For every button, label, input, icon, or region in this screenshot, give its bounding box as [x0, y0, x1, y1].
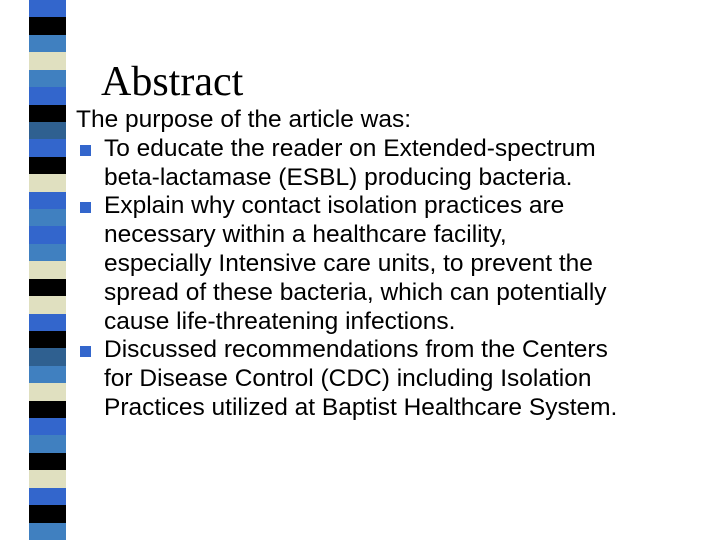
bullet-line: necessary within a healthcare facility,	[104, 221, 507, 249]
bullet-line: To educate the reader on Extended-spectrum	[104, 134, 596, 162]
stripe-segment	[29, 488, 66, 505]
stripe-segment	[29, 70, 66, 87]
bullet-line: cause life-threatening infections.	[104, 307, 456, 335]
stripe-segment	[29, 453, 66, 470]
intro-text: The purpose of the article was:	[76, 106, 412, 133]
stripe-segment	[29, 279, 66, 296]
stripe-segment	[29, 174, 66, 192]
stripe-segment	[29, 105, 66, 122]
stripe-segment	[29, 331, 66, 348]
stripe-segment	[29, 139, 66, 157]
stripe-segment	[29, 418, 66, 435]
bullet-line: spread of these bacteria, which can potentially	[104, 278, 607, 306]
stripe-segment	[29, 383, 66, 401]
stripe-segment	[29, 523, 66, 540]
stripe-segment	[29, 157, 66, 174]
bullet-line: Discussed recommendations from the Centers	[104, 336, 608, 364]
stripe-segment	[29, 505, 66, 523]
stripe-segment	[29, 296, 66, 314]
stripe-segment	[29, 435, 66, 453]
square-bullet-icon	[80, 202, 91, 213]
bullet-line: for Disease Control (CDC) including Isolation	[104, 365, 592, 393]
stripe-segment	[29, 226, 66, 244]
bullet-item	[76, 192, 706, 336]
stripe-segment	[29, 470, 66, 488]
bullet-item	[76, 135, 706, 193]
stripe-segment	[29, 314, 66, 331]
bullet-line: Practices utilized at Baptist Healthcare System.	[104, 393, 618, 421]
bullet-item	[76, 336, 706, 422]
slide-body	[76, 106, 706, 423]
stripe-segment	[29, 17, 66, 35]
stripe-segment	[29, 0, 66, 17]
bullet-line: Explain why contact isolation practices are	[104, 192, 565, 220]
square-bullet-icon	[80, 346, 91, 357]
stripe-segment	[29, 192, 66, 209]
bullet-line: especially Intensive care units, to prevent the	[104, 249, 593, 277]
stripe-segment	[29, 366, 66, 383]
bullet-line: beta-lactamase (ESBL) producing bacteria.	[104, 163, 573, 191]
stripe-segment	[29, 401, 66, 418]
stripe-segment	[29, 261, 66, 279]
square-bullet-icon	[80, 145, 91, 156]
stripe-segment	[29, 209, 66, 226]
stripe-segment	[29, 244, 66, 261]
stripe-segment	[29, 348, 66, 366]
stripe-segment	[29, 35, 66, 52]
stripe-segment	[29, 122, 66, 139]
stripe-segment	[29, 52, 66, 70]
decorative-stripe-bar	[29, 0, 66, 540]
stripe-segment	[29, 87, 66, 105]
slide-title: Abstract	[101, 59, 244, 105]
